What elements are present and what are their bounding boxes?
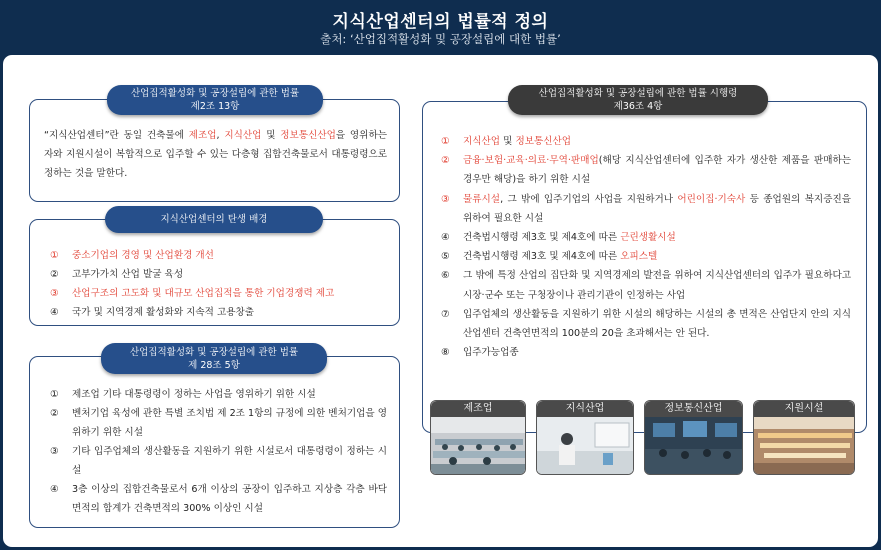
list-number: ⑤	[441, 251, 450, 263]
list-item	[50, 303, 395, 322]
list-item	[441, 247, 851, 266]
list-text: 그 밖에 특정 산업의 집단화 및 지역경제의 발전을 위하여 지식산업센터의 입주가 필요하다고 시장·군수 또는 구청장이나 관리기관이 인정하는 사업	[463, 270, 851, 301]
pill-line: 산업집적활성화 및 공장설립에 관한 법률	[129, 346, 299, 358]
list-text: 및	[500, 136, 516, 147]
list-text: 정보통신산업	[515, 136, 572, 147]
definition-text: 및	[261, 130, 281, 141]
background-box	[29, 219, 400, 326]
header	[0, 0, 881, 52]
list-item	[50, 265, 395, 284]
list-text: 입주가능업종	[463, 347, 519, 359]
list-item	[50, 404, 387, 442]
decree-article-36-pill	[508, 85, 768, 115]
photo-label: 지식산업	[537, 401, 633, 417]
list-item	[50, 284, 395, 303]
photo-support-facilities	[753, 400, 855, 475]
list-text: 산업구조의 고도화 및 대규모 산업집적을 통한 기업경쟁력 제고	[72, 288, 335, 299]
list-item	[441, 343, 851, 362]
photo-label: 정보통신산업	[645, 401, 742, 417]
list-text: 입주업체의 생산활동을 지원하기 위한 시설의 해당하는 시설의 총 면적은 산업단지 안의 지식산업센터 건축연면적의 100분의 20을 초과해서는 안 된다.	[463, 308, 851, 340]
list-number: ③	[50, 288, 59, 299]
list-item	[50, 385, 387, 404]
keyword-knowledge-industry: 지식산업	[224, 130, 262, 141]
data-center-image	[645, 417, 743, 475]
definition-text: “지식산업센터”란 동일 건축물에	[44, 130, 189, 141]
pill-line: 제 28조 5항	[188, 359, 240, 371]
list-number: ①	[50, 250, 59, 261]
page-title: 지식산업센터의 법률적 정의	[332, 12, 549, 32]
list-number: ⑧	[441, 347, 450, 359]
list-number: ④	[50, 307, 59, 318]
photo-knowledge-industry	[536, 400, 634, 475]
definition-text: ,	[216, 130, 225, 141]
list-number: ①	[441, 136, 450, 147]
pill-line: 제2조 13항	[190, 101, 240, 112]
laboratory-image	[537, 417, 634, 475]
list-text: 중소기업의 경영 및 산업환경 개선	[72, 250, 214, 261]
list-number: ⑦	[441, 308, 450, 320]
list-text: 근린생활시설	[620, 232, 676, 244]
photo-manufacturing	[430, 400, 526, 475]
list-number: ②	[50, 269, 59, 280]
list-number: ①	[50, 389, 59, 400]
list-text: 3층 이상의 집합건축물로서 6개 이상의 공장이 입주하고 지상층 각층 바닥면적의 합계가 건축면적의 300% 이상인 시설	[72, 484, 387, 514]
page-subtitle: 출처: ‘산업집적활성화 및 공장설립에 대한 법률’	[320, 32, 561, 46]
list-item	[50, 442, 387, 480]
list-number: ②	[50, 408, 59, 419]
factory-floor-image	[431, 417, 526, 475]
list-text: 등 종업원의 복지증진을 위하여 필요한 시설	[463, 193, 851, 224]
list-number: ③	[50, 446, 59, 457]
shopping-mall-image	[754, 417, 855, 475]
list-text: 건축법시행령 제3호 및 제4호에 따른	[463, 232, 621, 244]
list-text: 어린이집·기숙사	[677, 193, 746, 205]
list-number: ④	[50, 484, 59, 495]
list-number: ⑥	[441, 270, 450, 282]
list-item	[441, 266, 851, 304]
definition-text: 을 영위하는 자와 지원시설이 복합적으로 입주할 수 있는 다층형 집합건축물로서 대통령령으로 정하는 것을 말한다.	[44, 130, 387, 179]
pill-line: 산업집적활성화 및 공장설립에 관한 법률	[130, 88, 300, 99]
law-article-28-list	[50, 385, 387, 518]
list-item	[441, 190, 851, 228]
background-list	[50, 246, 395, 322]
keyword-manufacturing: 제조업	[188, 130, 217, 141]
law-article-28-pill	[101, 343, 327, 374]
list-number: ④	[441, 232, 450, 244]
list-item	[441, 151, 851, 189]
list-item	[50, 246, 395, 265]
law-article-2-text	[44, 126, 387, 183]
list-text: 국가 및 지역경제 활성화와 지속적 고용창출	[72, 307, 255, 318]
law-article-2-pill	[107, 85, 323, 115]
list-text: 물류시설	[463, 193, 501, 205]
pill-line: 지식산업센터의 탄생 배경	[160, 214, 268, 225]
photo-label: 제조업	[431, 401, 525, 417]
list-number: ②	[441, 155, 450, 167]
list-text: 지식산업	[463, 136, 501, 147]
list-text: , 그 밖에 입주기업의 사업을 지원하거나	[500, 193, 678, 205]
decree-article-36-box	[422, 101, 867, 433]
list-text: 건축법시행령 제3호 및 제4호에 따른	[463, 251, 621, 263]
photo-ict-industry	[644, 400, 743, 475]
photo-label: 지원시설	[754, 401, 854, 417]
pill-line: 제36조 4항	[613, 101, 663, 112]
list-number: ③	[441, 193, 450, 205]
list-item	[441, 228, 851, 247]
list-text: 오피스텔	[620, 251, 658, 263]
list-text: 금융·보험·교육·의료·무역·판매업	[463, 155, 599, 167]
list-text: 기타 입주업체의 생산활동을 지원하기 위한 시설로서 대통령령이 정하는 시설	[72, 446, 387, 476]
background-pill	[105, 206, 323, 233]
list-text: 제조업 기타 대통령령이 정하는 사업을 영위하기 위한 시설	[72, 389, 316, 400]
decree-list	[441, 132, 851, 362]
list-item	[441, 132, 851, 151]
law-article-28-box	[29, 356, 400, 528]
list-text: 벤처기업 육성에 관한 특별 조치법 제 2조 1항의 규정에 의한 벤처기업을 영위하기 위한 시설	[72, 408, 387, 438]
content-panel	[3, 55, 878, 547]
list-text: 고부가가치 산업 발굴 육성	[72, 269, 184, 280]
keyword-ict-industry: 정보통신산업	[280, 130, 336, 141]
list-item	[441, 305, 851, 343]
list-text: (해당 지식산업센터에 입주한 자가 생산한 제품을 판매하는 경우만 해당)을 하기 위한 시설	[463, 155, 851, 186]
list-item	[50, 480, 387, 518]
pill-line: 산업집적활성화 및 공장설립에 관한 법률 시행령	[538, 88, 738, 99]
